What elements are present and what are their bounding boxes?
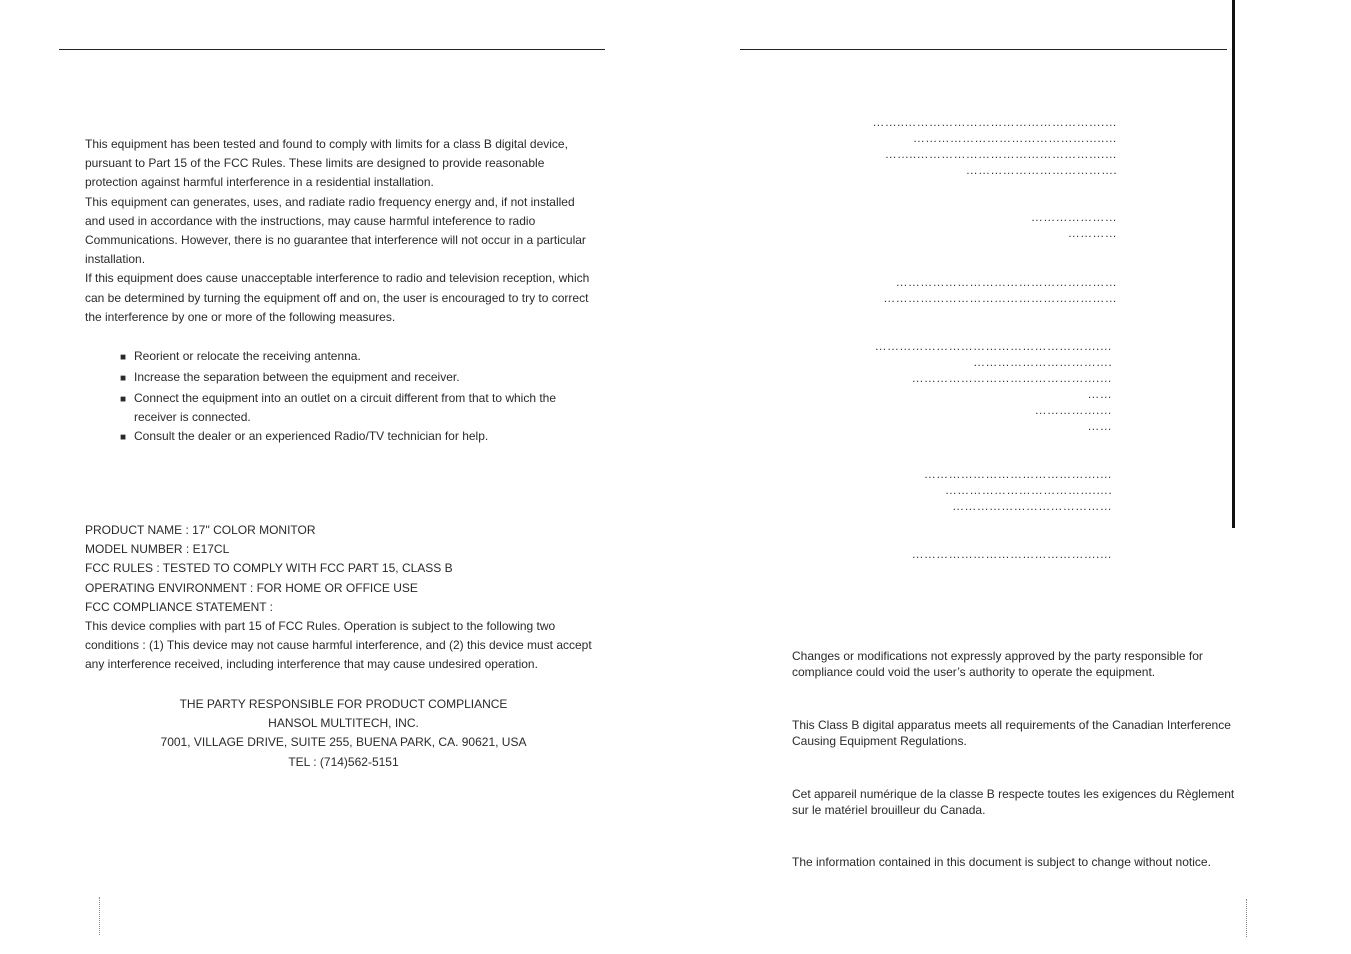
right-header-rule — [740, 49, 1227, 50]
fcc-line: protection against harmful interference in a residential installation. — [85, 175, 434, 190]
dot-leader: …………….… — [1034, 403, 1112, 417]
note-text: Cet appareil numérique de la classe B respecte toutes les exigences du Règlement sur le matériel brouilleur du Canada. — [792, 787, 1235, 817]
fcc-line: and used in accordance with the instructions, may cause harmful inteference to radio — [85, 213, 536, 228]
dot-leader: ……………………………. — [973, 355, 1112, 369]
right-page-marker — [1246, 899, 1247, 937]
left-header-rule — [59, 49, 605, 50]
dot-leader: …… — [1087, 419, 1112, 433]
note-text: This Class B digital apparatus meets all requirements of the Canadian Interference Causing Equipment Regulations. — [792, 718, 1231, 748]
dot-leader: ………………………………………..… — [912, 131, 1117, 145]
dot-leader: ………………………………… — [952, 499, 1112, 513]
product-info — [85, 521, 610, 675]
dot-leader: …………………………………….… — [923, 467, 1112, 481]
dot-leader: ……………………………………………….… — [874, 339, 1112, 353]
product-line: OPERATING ENVIRONMENT : FOR HOME OR OFFICE USE — [85, 580, 418, 595]
note-text: The information contained in this document is subject to change without notice. — [792, 855, 1211, 869]
fcc-line: This equipment can generates, uses, and radiate radio frequency energy and, if not installed — [85, 194, 575, 209]
dot-leader: ……..………………………………………….… — [872, 115, 1117, 129]
party-line: HANSOL MULTITECH, INC. — [268, 716, 419, 731]
dot-leader: ……………………………….…. — [944, 483, 1112, 497]
fcc-line: can be determined by turning the equipment off and on, the user is encouraged to try to correct — [85, 290, 589, 305]
left-page-marker — [99, 897, 100, 935]
square-bullet-icon: ■ — [120, 432, 127, 444]
list-item — [120, 389, 590, 427]
square-bullet-icon: ■ — [120, 352, 127, 363]
measure-text: Consult the dealer or an experienced Radio/TV technician for help. — [134, 429, 489, 444]
canadian-notice-fr — [792, 786, 1237, 818]
dot-leader: ………………………………. — [965, 163, 1117, 177]
note-text: Changes or modifications not expressly approved by the party responsible for compliance could void the user’s authority to operate the equipment. — [792, 649, 1203, 679]
dot-leader: ……………………………………….… — [911, 371, 1112, 385]
fcc-statement — [85, 135, 610, 327]
dot-leader: ………………… — [1030, 210, 1117, 224]
product-line: any interference received, including interference that may cause undesired operation. — [85, 657, 538, 672]
party-line: 7001, VILLAGE DRIVE, SUITE 255, BUENA PARK, CA. 90621, USA — [160, 735, 527, 750]
fcc-line: the interference by one or more of the following measures. — [85, 309, 396, 324]
product-line: This device complies with part 15 of FCC Rules. Operation is subject to the following two — [85, 619, 556, 634]
responsible-party — [85, 695, 602, 772]
party-line: THE PARTY RESPONSIBLE FOR PRODUCT COMPLIANCE — [179, 697, 508, 711]
change-notice — [792, 854, 1237, 870]
list-item — [120, 368, 590, 389]
dot-leader: …… — [1087, 387, 1112, 401]
product-line: conditions : (1) This device may not cause harmful interference, and (2) this device must accept — [85, 638, 592, 653]
fcc-line: installation. — [85, 252, 146, 267]
square-bullet-icon: ■ — [120, 394, 127, 405]
measure-text: Reorient or relocate the receiving antenna. — [134, 349, 361, 363]
product-line: FCC RULES : TESTED TO COMPLY WITH FCC PART 15, CLASS B — [85, 561, 453, 576]
product-line: MODEL NUMBER : E17CL — [85, 542, 230, 557]
measure-text: Connect the equipment into an outlet on a circuit different from that to which the receiver is connected. — [134, 391, 557, 425]
measure-text: Increase the separation between the equipment and receiver. — [134, 370, 460, 384]
dot-leader: ……………………………………….… — [911, 547, 1112, 561]
dot-leader: ……………………………………………… — [895, 275, 1117, 289]
dot-leader: ………… — [1067, 226, 1117, 240]
fcc-line: This equipment has been tested and found to comply with limits for a class B digital device, — [85, 137, 568, 151]
right-edge-bar — [1232, 0, 1235, 528]
fcc-line: If this equipment does cause unacceptable interference to radio and television reception, which — [85, 271, 590, 286]
canadian-notice-en — [792, 717, 1237, 749]
measures-list — [120, 347, 590, 448]
fcc-line: Communications. However, there is no guarantee that interference will not occur in a particular — [85, 233, 586, 248]
list-item — [120, 427, 590, 448]
product-line: FCC COMPLIANCE STATEMENT : — [85, 599, 274, 614]
product-line: PRODUCT NAME : 17" COLOR MONITOR — [85, 523, 316, 537]
fcc-line: pursuant to Part 15 of the FCC Rules. These limits are designed to provide reasonable — [85, 156, 545, 171]
dot-leader: ……..……………………………………….… — [884, 147, 1117, 161]
dot-leader: ………………………………………………… — [883, 291, 1117, 305]
square-bullet-icon: ■ — [120, 373, 127, 384]
party-line: TEL : (714)562-5151 — [288, 754, 399, 769]
modification-notice — [792, 648, 1237, 680]
list-item — [120, 347, 590, 368]
